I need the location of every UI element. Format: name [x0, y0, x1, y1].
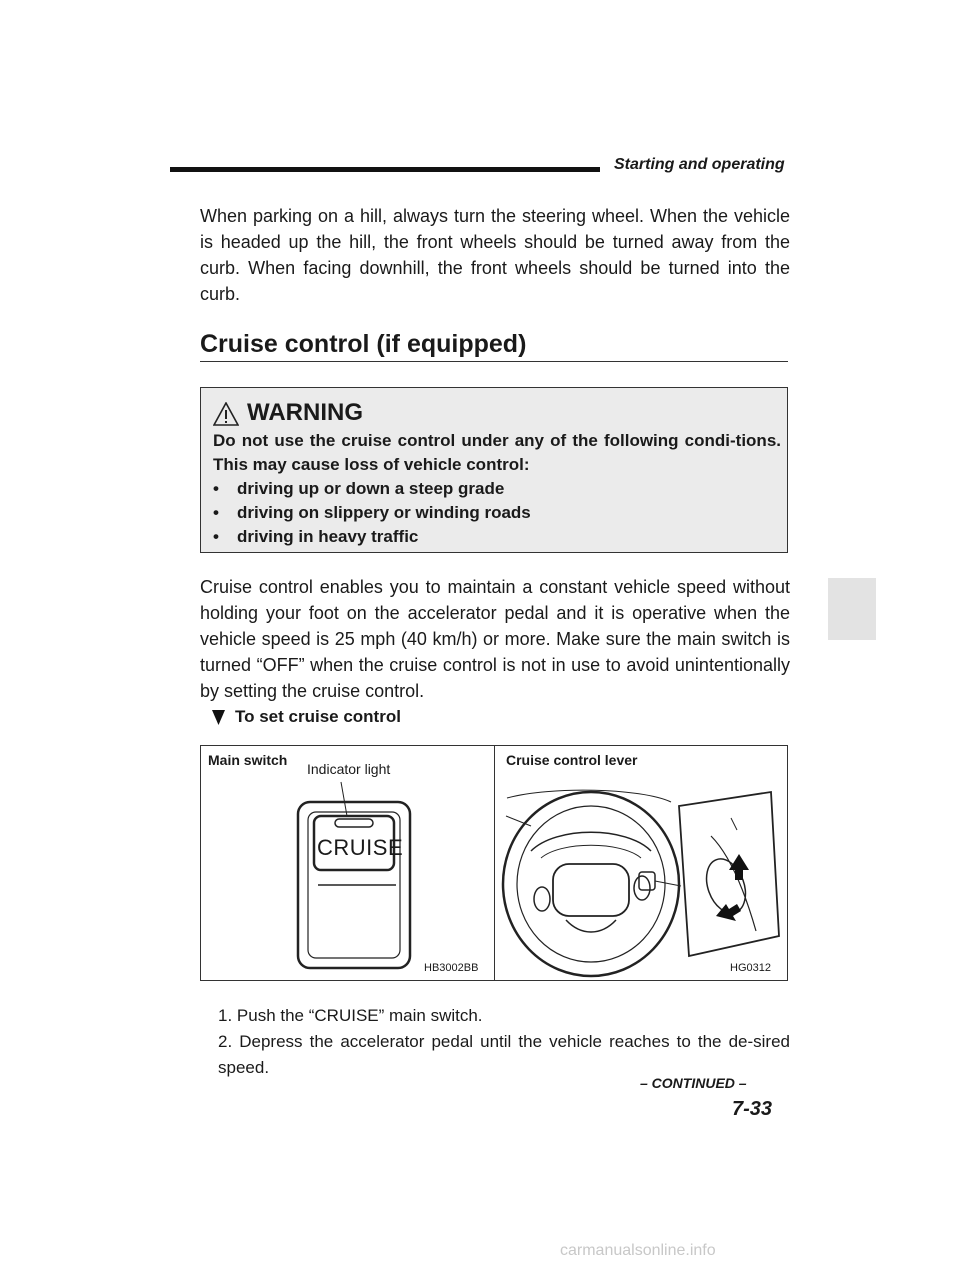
steps-list	[218, 1003, 790, 1081]
continued-label: – CONTINUED –	[640, 1075, 747, 1091]
warning-triangle-icon	[213, 402, 239, 426]
main-switch-label: Main switch	[208, 752, 288, 768]
figure	[200, 745, 788, 981]
page-number: 7-33	[732, 1098, 773, 1120]
figure-code-right: HG0312	[730, 962, 771, 974]
subheading	[212, 707, 401, 727]
warning-body: Do not use the cruise control under any of the following condi-tions. This may cause loss of vehicle control:	[213, 431, 781, 474]
bullet: •	[213, 503, 219, 522]
list-item: • driving up or down a steep grade	[213, 477, 531, 501]
section-title-rule	[200, 361, 788, 362]
warning-title: WARNING	[247, 399, 363, 426]
list-item: 1. Push the “CRUISE” main switch.	[218, 1006, 483, 1025]
header-rule	[170, 167, 600, 172]
warning-header	[213, 400, 363, 426]
section-title: Cruise control (if equipped)	[200, 330, 527, 358]
cruise-button-text: CRUISE	[317, 835, 404, 860]
bullet: •	[213, 479, 219, 498]
section-name: Starting and operating	[614, 156, 785, 173]
indicator-light-label: Indicator light	[307, 761, 391, 777]
figure-code-left: HB3002BB	[424, 962, 479, 974]
bullet: •	[213, 527, 219, 546]
warning-box	[200, 387, 788, 553]
list-item: 2. Depress the accelerator pedal until the vehicle reaches to the de-sired speed.	[218, 1032, 790, 1077]
steering-wheel-illustration	[503, 790, 779, 976]
list-item: • driving on slippery or winding roads	[213, 501, 531, 525]
intro-paragraph: When parking on a hill, always turn the steering wheel. When the vehicle is headed up the hill, the front wheels should be turned away from the curb. When facing downhill, the front wheels should be turned into the curb.	[200, 206, 790, 304]
figure-illustration	[201, 746, 787, 980]
chapter-tab	[828, 578, 876, 640]
subheading-text: To set cruise control	[235, 707, 401, 726]
cruise-description: Cruise control enables you to maintain a constant vehicle speed without holding your foot on the accelerator pedal and it is operative when the vehicle speed is 25 mph (40 km/h) or more. Make sure the main switch is turned “OFF” when the cruise control is not in use to avoid unintentionally by setting the cruise control.	[200, 577, 790, 701]
warning-list	[213, 477, 531, 549]
down-triangle-icon	[212, 710, 225, 725]
cruise-lever-label: Cruise control lever	[506, 752, 638, 768]
watermark: carmanualsonline.info	[560, 1242, 716, 1259]
list-item: • driving in heavy traffic	[213, 525, 531, 549]
main-switch-illustration	[298, 782, 410, 968]
